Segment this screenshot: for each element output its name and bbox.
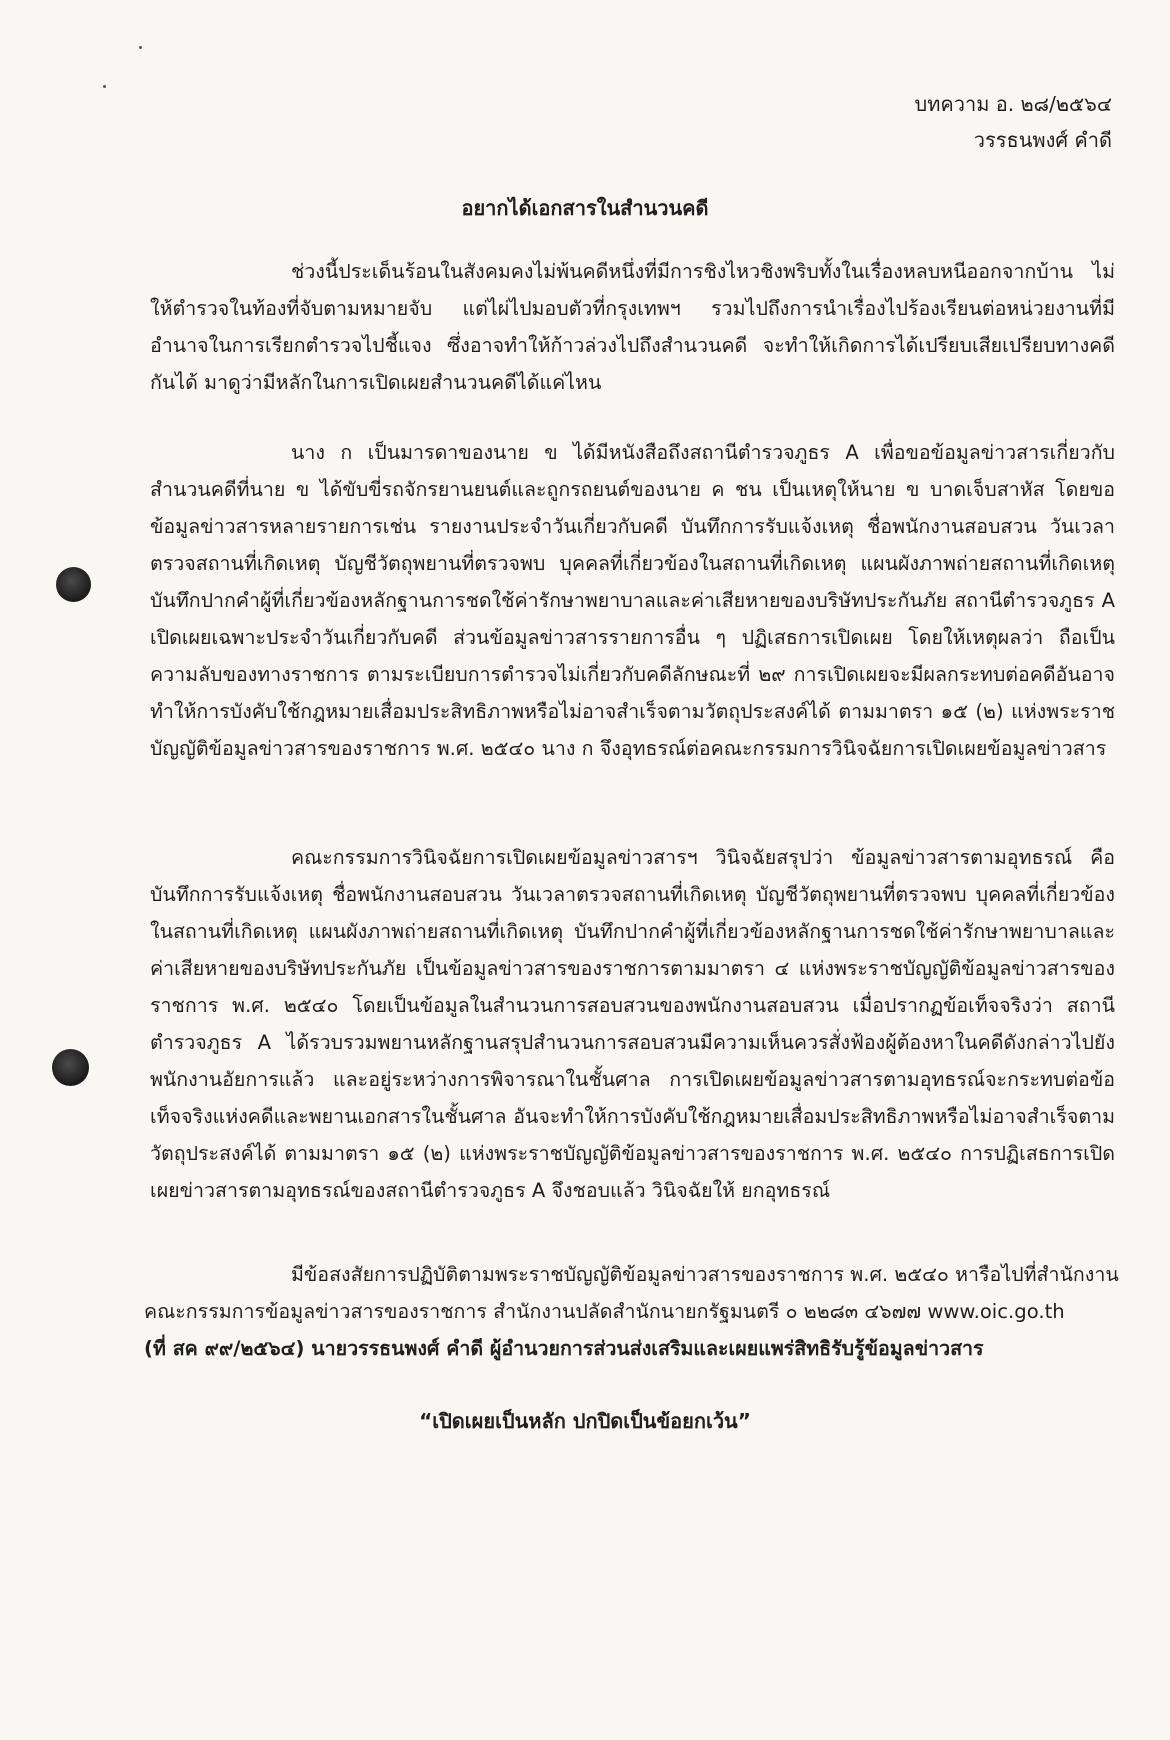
contact-info (144, 1256, 1119, 1367)
motto: “เปิดเผยเป็นหลัก ปกปิดเป็นข้อยกเว้น” (419, 1409, 751, 1433)
scan-speck (103, 85, 106, 88)
article-title: อยากได้เอกสารในสำนวนคดี (461, 196, 709, 220)
punch-hole-icon (56, 567, 91, 602)
paragraph-text: คณะกรรมการวินิจฉัยการเปิดเผยข้อมูลข่าวสารฯ วินิจฉัยสรุปว่า ข้อมูลข่าวสารตามอุทธรณ์ คือ บันทึกการรับแจ้งเหตุ ชื่อพนักงานสอบสวน วันเวลาตรวจสถานที่เกิดเหตุ บัญชีวัตถุพยานที่ตรวจพบ บุคคลที่เกี่ยวข้องในสถานที่เกิดเหตุ แผนผังภาพถ่ายสถานที่เกิดเหตุ บันทึกปากคำผู้ที่เกี่ยวข้องหลักฐานการชดใช้ค่ารักษาพยาบาลและค่าเสียหายของบริษัทประกันภัย เป็นข้อมูลข่าวสารของราชการตามมาตรา ๔ แห่งพระราชบัญญัติข้อมูลข่าวสารของราชการ พ.ศ. ๒๕๔๐ โดยเป็นข้อมูลในสำนวนการสอบสวนของพนักงานสอบสวน เมื่อปรากฏข้อเท็จจริงว่า สถานีตำรวจภูธร A ได้รวบรวมพยานหลักฐานสรุปสำนวนการสอบสวนมีความเห็นควรสั่งฟ้องผู้ต้องหาในคดีดังกล่าวไปยังพนักงานอัยการแล้ว และอยู่ระหว่างการพิจารณาในชั้นศาล การเปิดเผยข้อมูลข่าวสารตามอุทธรณ์จะกระทบต่อข้อเท็จจริงแห่งคดีและพยานเอกสารในชั้นศาล อันจะทำให้การบังคับใช้กฎหมายเสื่อมประสิทธิภาพหรือไม่อาจสำเร็จตามวัตถุประสงค์ได้ ตามมาตรา ๑๕ (๒) แห่งพระราชบัญญัติข้อมูลข่าวสารของราชการ พ.ศ. ๒๕๔๐ การปฏิเสธการเปิดเผยข่าวสารตามอุทธรณ์ของสถานีตำรวจภูธร A จึงชอบแล้ว วินิจฉัยให้ ยกอุทธรณ์ (150, 846, 1115, 1202)
paragraph-1 (150, 253, 1115, 401)
scan-speck (139, 46, 142, 49)
article-header (915, 86, 1113, 158)
contact-line-1: มีข้อสงสัยการปฏิบัติตามพระราชบัญญัติข้อมูลข่าวสารของราชการ พ.ศ. ๒๕๔๐ หารือไปที่สำนักงาน (291, 1263, 1119, 1286)
author-name: วรรธนพงศ์ คำดี (973, 128, 1112, 152)
paragraph-text: ช่วงนี้ประเด็นร้อนในสังคมคงไม่พ้นคดีหนึ่งที่มีการชิงไหวชิงพริบทั้งในเรื่องหลบหนีออกจากบ้าน ไม่ให้ตำรวจในท้องที่จับตามหมายจับ แต่ไผ่ไปมอบตัวที่กรุงเทพฯ รวมไปถึงการนำเรื่องไปร้องเรียนต่อหน่วยงานที่มีอำนาจในการเรียกตำรวจไปชี้แจง ซึ่งอาจทำให้ก้าวล่วงไปถึงสำนวนคดี จะทำให้เกิดการได้เปรียบเสียเปรียบทางคดีกันได้ มาดูว่ามีหลักในการเปิดเผยสำนวนคดีได้แค่ไหน (150, 260, 1115, 394)
paragraph-2 (150, 434, 1115, 767)
contact-line-3: (ที่ สค ๙๙/๒๕๖๔) นายวรรธนพงศ์ คำดี ผู้อำนวยการส่วนส่งเสริมและเผยแพร่สิทธิรับรู้ข้อมูลข่าวสาร (144, 1337, 984, 1360)
paragraph-text: นาง ก เป็นมารดาของนาย ข ได้มีหนังสือถึงสถานีตำรวจภูธร A เพื่อขอข้อมูลข่าวสารเกี่ยวกับสำนวนคดีที่นาย ข ได้ขับขี่รถจักรยานยนต์และถูกรถยนต์ของนาย ค ชน เป็นเหตุให้นาย ข บาดเจ็บสาหัส โดยขอข้อมูลข่าวสารหลายรายการเช่น รายงานประจำวันเกี่ยวกับคดี บันทึกการรับแจ้งเหตุ ชื่อพนักงานสอบสวน วันเวลาตรวจสถานที่เกิดเหตุ บัญชีวัตถุพยานที่ตรวจพบ บุคคลที่เกี่ยวข้องในสถานที่เกิดเหตุ แผนผังภาพถ่ายสถานที่เกิดเหตุ บันทึกปากคำผู้ที่เกี่ยวข้องหลักฐานการชดใช้ค่ารักษาพยาบาลและค่าเสียหายของบริษัทประกันภัย สถานีตำรวจภูธร A เปิดเผยเฉพาะประจำวันเกี่ยวกับคดี ส่วนข้อมูลข่าวสารรายการอื่น ๆ ปฏิเสธการเปิดเผย โดยให้เหตุผลว่า ถือเป็นความลับของทางราชการ ตามระเบียบการตำรวจไม่เกี่ยวกับคดีลักษณะที่ ๒๙ การเปิดเผยจะมีผลกระทบต่อคดีอันอาจทำให้การบังคับใช้กฎหมายเสื่อมประสิทธิภาพหรือไม่อาจสำเร็จตามวัตถุประสงค์ได้ ตามมาตรา ๑๕ (๒) แห่งพระราชบัญญัติข้อมูลข่าวสารของราชการ พ.ศ. ๒๕๔๐ นาง ก จึงอุทธรณ์ต่อคณะกรรมการวินิจฉัยการเปิดเผยข้อมูลข่าวสาร (150, 441, 1115, 760)
punch-hole-icon (52, 1049, 89, 1086)
article-number: บทความ อ. ๒๘/๒๕๖๔ (914, 92, 1112, 116)
contact-line-2: คณะกรรมการข้อมูลข่าวสารของราชการ สำนักงานปลัดสำนักนายกรัฐมนตรี ๐ ๒๒๘๓ ๔๖๗๗ www.oic.go.th (144, 1300, 1065, 1323)
paragraph-3 (150, 839, 1115, 1209)
